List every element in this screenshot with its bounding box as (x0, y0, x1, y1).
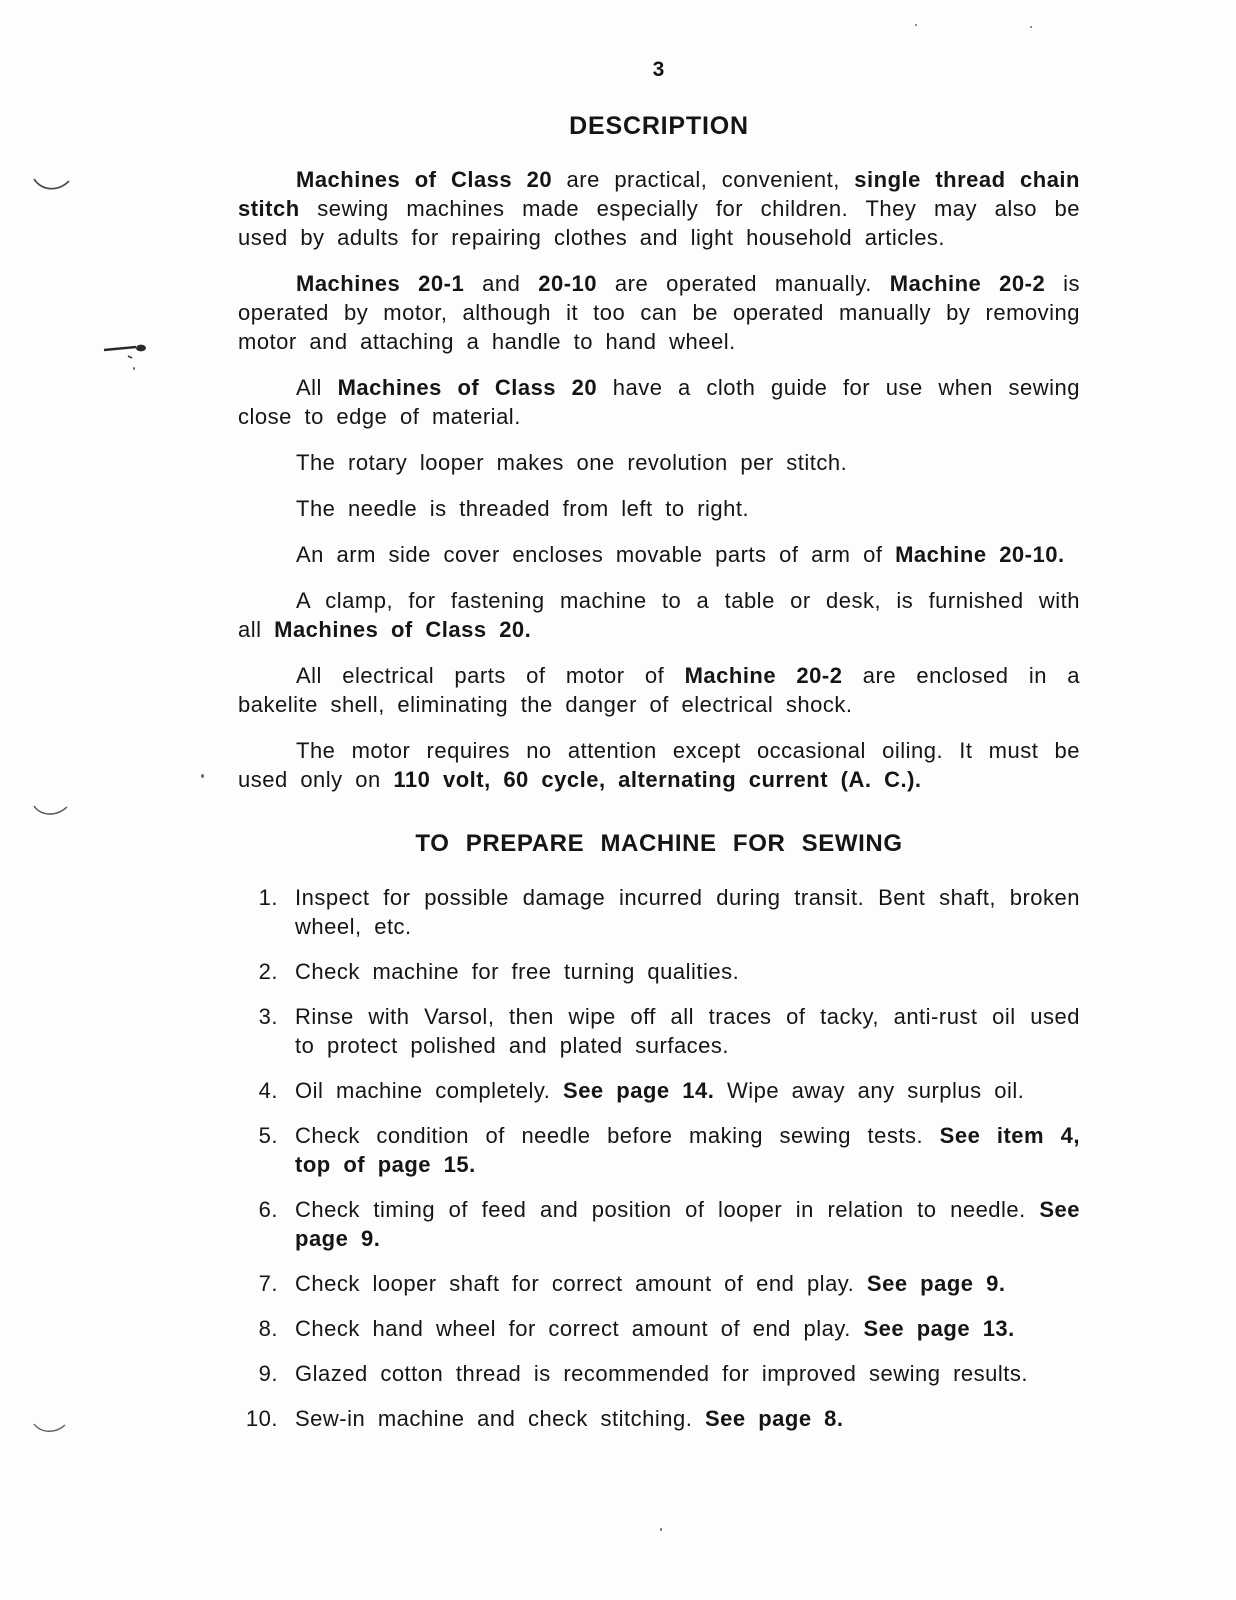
list-item-number: 2. (258, 959, 278, 984)
scan-mark-curve-2 (33, 802, 69, 820)
list-item-text (295, 1404, 1080, 1433)
list-item-number: 1. (258, 885, 278, 910)
list-item (238, 1121, 1080, 1179)
list-item-text (295, 883, 1080, 941)
bold-text: See page 8. (704, 1406, 844, 1431)
prepare-steps-list (238, 883, 1080, 1433)
list-item-text (295, 1269, 1080, 1298)
bold-text: See page 9. (866, 1271, 1006, 1296)
body-text: Inspect for possible damage incurred during transit. Bent shaft, broken wheel, etc. (295, 885, 1080, 939)
bold-text: 110 volt, 60 cycle, alternating current (A. C.). (393, 767, 922, 792)
list-item-number: 10. (245, 1406, 278, 1431)
paragraph (238, 373, 1080, 431)
list-item (238, 883, 1080, 941)
list-item-number: 5. (258, 1123, 278, 1148)
scan-mark-curve-1 (33, 175, 71, 195)
list-item-number: 8. (258, 1316, 278, 1341)
body-text: Check hand wheel for correct amount of end play. (295, 1316, 864, 1341)
list-item (238, 1314, 1080, 1343)
body-text: Oil machine completely. (295, 1078, 564, 1103)
bold-text: See item 4, top of page 15. (295, 1123, 1080, 1177)
body-text: have a cloth guide for use when sewing close to edge of material. (238, 375, 1081, 429)
body-text: Check machine for free turning qualities. (295, 959, 740, 984)
paragraph (238, 494, 1080, 523)
body-text: Check looper shaft for correct amount of end play. (295, 1271, 867, 1296)
bold-text: See page 13. (863, 1316, 1015, 1341)
body-text: Wipe away any surplus oil. (714, 1078, 1025, 1103)
body-text: The rotary looper makes one revolution per stitch. (296, 450, 848, 475)
bold-text: Machines of Class 20 (296, 167, 553, 192)
body-text: and (464, 271, 539, 296)
list-item-number: 3. (258, 1004, 278, 1029)
body-text: All electrical parts of motor of (296, 663, 685, 688)
body-text: Check condition of needle before making sewing tests. (295, 1123, 940, 1148)
list-item (238, 1002, 1080, 1060)
body-text: is operated by motor, although it too can be operated manually by removing motor and attaching a handle to hand wheel. (238, 271, 1081, 354)
list-item-text (295, 1121, 1080, 1179)
paragraph (238, 165, 1080, 252)
body-text: sewing machines made especially for children. They may also be used by adults for repairing clothes and light household articles. (238, 196, 1080, 250)
bold-text: Machine 20-2 (889, 271, 1046, 296)
list-item-text (295, 957, 1080, 986)
bold-text: See page 14. (563, 1078, 715, 1103)
body-text: are operated manually. (597, 271, 890, 296)
body-text: Sew-in machine and check stitching. (295, 1406, 705, 1431)
list-item (238, 1195, 1080, 1253)
paragraph (238, 448, 1080, 477)
bold-text: Machines of Class 20 (337, 375, 598, 400)
bold-text: Machines of Class 20. (274, 617, 532, 642)
paragraph (238, 661, 1080, 719)
paragraph (238, 736, 1080, 794)
body-text: A clamp, for fastening machine to a table or desk, is furnished with all (238, 588, 1080, 642)
section-title-description: DESCRIPTION (569, 112, 749, 140)
bold-text: Machine 20-2 (684, 663, 843, 688)
bold-text: Machine 20-10. (895, 542, 1065, 567)
scan-speck (201, 774, 204, 778)
page-number: 3 (652, 58, 666, 81)
list-item (238, 957, 1080, 986)
bold-text: 20-10 (538, 271, 597, 296)
list-item (238, 1076, 1080, 1105)
body-text: The needle is threaded from left to right. (296, 496, 750, 521)
list-item-text (295, 1002, 1080, 1060)
list-item-text (295, 1359, 1080, 1388)
body-text: are enclosed in a bakelite shell, eliminating the danger of electrical shock. (238, 663, 1081, 717)
text-column (238, 0, 1080, 1449)
bold-text: See page 9. (295, 1197, 1080, 1251)
paragraph (238, 540, 1080, 569)
bold-text: single thread chain stitch (238, 167, 1080, 221)
paragraph (238, 269, 1080, 356)
list-item-text (295, 1314, 1080, 1343)
body-text: All (296, 375, 338, 400)
list-item (238, 1359, 1080, 1388)
list-item-text (295, 1076, 1080, 1105)
scan-speck (133, 367, 135, 370)
list-item (238, 1404, 1080, 1433)
description-paragraphs (238, 165, 1080, 794)
list-item-number: 4. (258, 1078, 278, 1103)
list-item-number: 6. (258, 1197, 278, 1222)
scan-speck (660, 1528, 662, 1531)
scan-mark-curve-3 (33, 1420, 67, 1437)
section-title-prepare: TO PREPARE MACHINE FOR SEWING (415, 830, 903, 857)
body-text: Glazed cotton thread is recommended for improved sewing results. (295, 1361, 1028, 1386)
list-item-number: 7. (258, 1271, 278, 1296)
body-text: are practical, convenient, (552, 167, 855, 192)
scan-mark-dash (102, 340, 152, 366)
body-text: Rinse with Varsol, then wipe off all traces of tacky, anti-rust oil used to protect polished and plated surfaces. (295, 1004, 1080, 1058)
bold-text: Machines 20-1 (296, 271, 465, 296)
body-text: The motor requires no attention except occasional oiling. It must be used only on (238, 738, 1080, 792)
body-text: An arm side cover encloses movable parts of arm of (296, 542, 896, 567)
list-item-text (295, 1195, 1080, 1253)
body-text: Check timing of feed and position of looper in relation to needle. (295, 1197, 1040, 1222)
list-item (238, 1269, 1080, 1298)
list-item-number: 9. (258, 1361, 278, 1386)
paragraph (238, 586, 1080, 644)
